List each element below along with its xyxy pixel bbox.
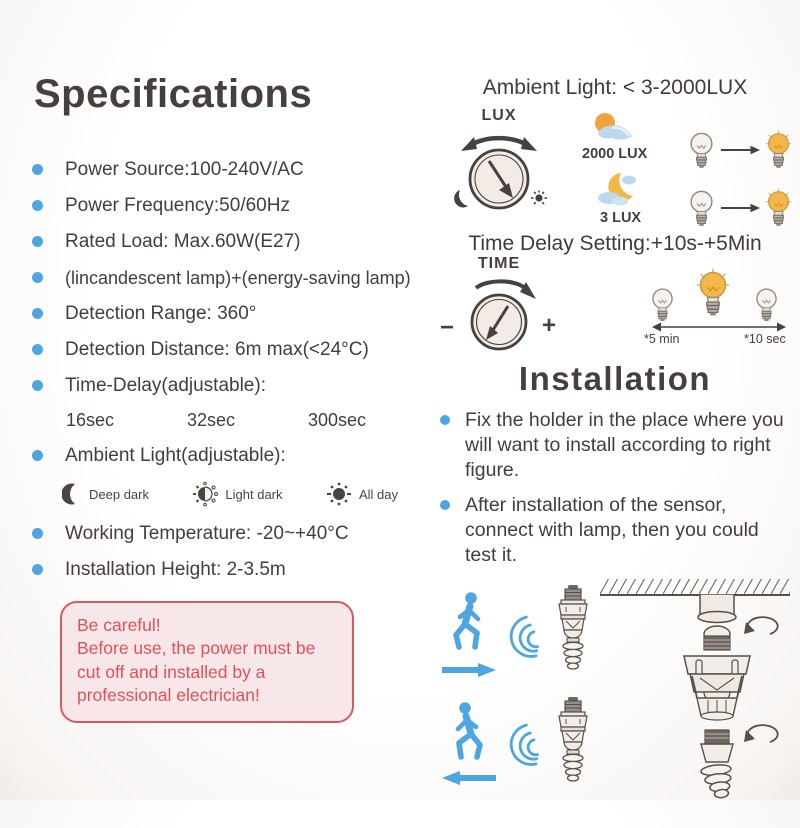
arrow-right-icon xyxy=(440,662,498,678)
warning-box xyxy=(60,601,354,723)
spec-item-time-delay xyxy=(32,375,436,397)
sensor-holder-icon xyxy=(546,578,600,686)
spec-text: Detection Range: 360° xyxy=(65,303,257,324)
warning-line: cut off and installed by a xyxy=(77,661,266,682)
time-delay-option: 300sec xyxy=(307,410,366,430)
bullet-icon xyxy=(440,415,450,425)
spec-text: Detection Distance: 6m max(<24°C) xyxy=(65,339,369,360)
spec-text: Rated Load: Max.60W(E27) xyxy=(65,231,301,252)
ambient-option-all-day xyxy=(326,481,398,507)
bullet-icon xyxy=(32,236,43,247)
ambient-option-label: Deep dark xyxy=(89,486,149,502)
walking-person-icon xyxy=(444,700,492,766)
spec-text: Ambient Light(adjustable): xyxy=(65,445,286,466)
signal-waves-icon xyxy=(502,718,540,776)
warning-line: Before use, the power must be xyxy=(77,638,316,659)
moon-icon xyxy=(62,482,82,506)
installation-step xyxy=(440,493,792,568)
bullet-icon xyxy=(32,344,43,355)
right-column xyxy=(438,76,792,828)
delay-max-label: *5 min xyxy=(644,332,680,346)
installation-step-text: Fix the holder in the place where you will want to install according to right figure. xyxy=(465,409,784,481)
sensor-holder-icon xyxy=(546,690,600,798)
time-dial-label: TIME xyxy=(477,255,521,272)
time-delay-figure xyxy=(438,255,792,352)
bulb-off-icon xyxy=(688,188,715,228)
bulb-on-icon xyxy=(696,268,730,318)
walking-person-icon xyxy=(444,590,492,656)
lux-dial-label: LUX xyxy=(481,107,517,124)
time-dial-icon xyxy=(444,272,554,360)
time-delay-title: Time Delay Setting:+10s-+5Min xyxy=(468,232,762,255)
time-delay-options xyxy=(66,410,366,431)
bullet-icon xyxy=(32,564,43,575)
sun-icon xyxy=(326,481,352,507)
installation-step-text: After installation of the sensor, connect with lamp, then you could test it. xyxy=(465,494,759,566)
spec-text: Power Frequency:50/60Hz xyxy=(65,195,290,216)
spec-text: Time-Delay(adjustable): xyxy=(65,375,266,396)
moon-cloud-icon xyxy=(596,170,640,208)
walking-person-left xyxy=(444,700,492,766)
installation-title: Installation xyxy=(518,360,712,397)
installation-diagram xyxy=(438,578,792,828)
bullet-icon xyxy=(32,528,43,539)
bulb-off-icon xyxy=(754,286,779,323)
spec-item-detection-range xyxy=(32,303,436,325)
time-dial xyxy=(440,255,556,365)
spec-item-power-frequency xyxy=(32,195,436,217)
spec-item-power-source xyxy=(32,159,436,181)
spec-item-working-temperature xyxy=(32,523,436,545)
warning-line: professional electrician! xyxy=(77,685,260,706)
bullet-icon xyxy=(32,164,43,175)
arrow-right-icon xyxy=(719,202,761,214)
spec-item-ambient-light xyxy=(32,445,436,467)
time-delay-option: 16sec xyxy=(66,410,115,430)
bulb-switch-on-figure xyxy=(688,188,792,228)
double-arrow-icon xyxy=(652,322,786,332)
ambient-light-title: Ambient Light: < 3-2000LUX xyxy=(482,76,748,99)
installation-steps xyxy=(438,408,792,568)
minus-sign: − xyxy=(440,314,455,341)
bullet-icon xyxy=(440,500,450,510)
bullet-icon xyxy=(32,450,43,461)
spec-item-rated-load xyxy=(32,231,436,253)
spec-text: (lincandescent lamp)+(energy-saving lamp) xyxy=(65,268,411,288)
spec-text: Power Source:100-240V/AC xyxy=(65,159,304,180)
ambient-light-figure xyxy=(438,104,792,232)
spec-text: Installation Height: 2-3.5m xyxy=(65,559,286,580)
spec-list xyxy=(32,159,436,581)
bullet-icon xyxy=(32,380,43,391)
specifications-title: Specifications xyxy=(34,72,313,116)
ambient-option-label: All day xyxy=(358,486,398,502)
spec-item-lamp-types xyxy=(32,267,436,289)
lux-dial-icon xyxy=(444,124,554,220)
lux-low-label: 3 LUX xyxy=(600,210,642,226)
ambient-option-light-dark xyxy=(192,481,282,507)
plus-sign: + xyxy=(541,312,556,339)
delay-min-label: *10 sec xyxy=(744,332,786,346)
ambient-option-deep-dark xyxy=(62,482,149,506)
signal-waves-icon xyxy=(502,610,540,668)
bulb-on-icon xyxy=(765,188,792,228)
bulb-on-icon xyxy=(765,130,792,170)
arrow-right-icon xyxy=(719,144,761,156)
bullet-icon xyxy=(32,200,43,211)
installation-step xyxy=(440,408,792,483)
spec-text: Working Temperature: -20~+40°C xyxy=(65,523,349,544)
time-delay-option: 32sec xyxy=(186,410,236,430)
spec-item-installation-height xyxy=(32,559,436,581)
bullet-icon xyxy=(32,272,43,283)
half-sun-icon xyxy=(192,481,218,507)
arrow-left-icon xyxy=(440,770,498,786)
bulb-off-icon xyxy=(650,286,675,323)
bulb-off-icon xyxy=(688,130,715,170)
bulb-switch-on-figure xyxy=(688,130,792,170)
lux-dial xyxy=(444,108,554,225)
ambient-option-label: Light dark xyxy=(225,486,283,502)
holder-assembly-figure xyxy=(664,594,790,826)
ambient-options xyxy=(62,481,398,507)
sun-cloud-icon xyxy=(590,110,640,146)
warning-line: Be careful! xyxy=(77,615,161,635)
bullet-icon xyxy=(32,308,43,319)
spec-item-detection-distance xyxy=(32,339,436,361)
lux-high-label: 2000 LUX xyxy=(582,146,648,162)
specifications-section xyxy=(32,72,436,723)
